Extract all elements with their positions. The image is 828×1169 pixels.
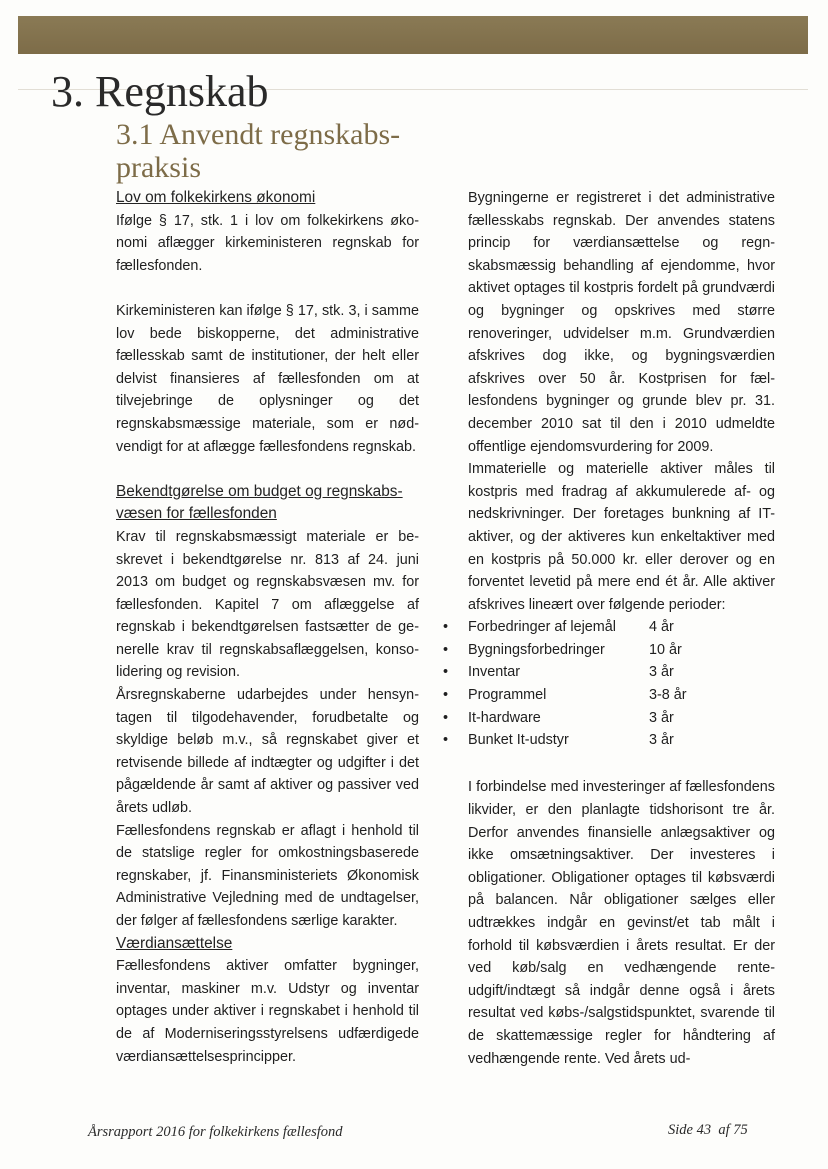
chapter-title: 3. Regnskab	[51, 67, 269, 116]
page-number: Side 43 af 75	[668, 1122, 748, 1138]
asset-name: Bygningsforbedringer	[468, 641, 605, 658]
spacer	[468, 752, 775, 775]
paragraph: I forbindelse med investeringer af fællesfondens likvider, er den planlagte tidshorisont tre år. Derfor anvendes finansielle anlægsaktiver og ikke omsætningsaktiver. Der investeres i obligationer. Obligationer optages til købsværdi på balancen. Når obligationer sælges eller udtrækkes indgår en gevinst/et tab målt i forhold til købsværdien i årets resultat. Er der ved køb/salg en vedhængende renteudgift/indtægt så indgår denne også i årets resultat ved købs-/salgstidspunktet, svarende til de skattemæssige regler for håndtering af vedhængende rente. Ved årets ud-	[468, 779, 775, 1067]
asset-period: 4 år	[649, 619, 674, 636]
asset-name: Programmel	[468, 687, 547, 704]
paragraph: Ifølge § 17, stk. 1 i lov om folkekirkens økonomi aflægger kirkeministeren regnskab for fællesfonden.	[116, 212, 419, 274]
depreciation-list	[443, 616, 775, 752]
list-item	[443, 684, 775, 707]
paragraph: Krav til regnskabsmæssigt materiale er beskrevet i bekendtgørelse nr. 813 af 24. juni 2013 om budget og regnskabsvæsen mv. for fællesfonden. Kapitel 7 om aflæggelse af regnskab i bekendtgørelsen fastsætter de generelle krav til regnskabsaflæggelsen, konsolidering og revision.	[116, 528, 419, 681]
asset-period: 10 år	[649, 641, 682, 658]
list-item	[443, 661, 775, 684]
bullet-icon: •	[443, 619, 449, 636]
list-item	[443, 707, 775, 730]
paragraph: Fællesfondens aktiver omfatter bygninger, inventar, maskiner m.v. Udstyr og inventar optages under aktiver i regnskabet i henhold til de af Moderniseringsstyrelsens udfærdigede værdiansættelsesprincipper.	[116, 958, 419, 1065]
asset-name: Forbedringer af lejemål	[468, 619, 616, 636]
spacer	[116, 277, 419, 300]
asset-period: 3 år	[649, 664, 674, 681]
list-item	[443, 639, 775, 662]
footer-report-title: Årsrapport 2016 for folkekirkens fællesfond	[88, 1124, 343, 1140]
paragraph: Immaterielle og materielle aktiver måles til kostpris med fradrag af akkumulerede af- og nedskrivninger. Der foretages bunkning af IT-aktiver, og der aktiveres kun enkeltaktiver med en kostpris på 50.000 kr. eller derover og en forventet levetid på mere end ét år. Alle aktiver afskrives lineært over følgende perioder:	[468, 461, 775, 613]
asset-period: 3 år	[649, 709, 674, 726]
asset-name: It-hardware	[468, 709, 541, 726]
section-title: 3.1 Anvendt regnskabs- praksis	[116, 118, 401, 184]
asset-name: Inventar	[468, 664, 520, 681]
bullet-icon: •	[443, 709, 449, 726]
paragraph: Fællesfondens regnskab er aflagt i henhold til de statslige regler for omkostningsbaserede regnskaber, jf. Finansministeriets Økonomisk Administrative Vejledning med de undtagelser, der følger af fællesfondens særlige karakter.	[116, 822, 419, 929]
asset-period: 3-8 år	[649, 687, 687, 704]
left-column	[116, 187, 419, 1068]
heading-vaerdiansaettelse: Værdiansættelse	[116, 934, 233, 952]
paragraph: Årsregnskaberne udarbejdes under hensyntagen til tilgodehavender, forudbetalte og skyldige beløb m.v., så regnskabet giver et retvisende billede af indtægter og udgifter i det pågældende år samt af aktiver og passiver ved årets udløb.	[116, 687, 419, 817]
list-item	[443, 616, 775, 639]
list-item	[443, 729, 775, 752]
asset-period: 3 år	[649, 732, 674, 749]
heading-bekendtgorelse: Bekendtgørelse om budget og regnskabsvæsen for fællesfonden	[116, 482, 403, 523]
header-band	[18, 16, 808, 54]
asset-name: Bunket It-udstyr	[468, 732, 569, 749]
paragraph: Kirkeministeren kan ifølge § 17, stk. 3, i samme lov bede biskopperne, det administrative fællesskab samt de institutioner, der helt eller delvist finansieres af fællesfonden om at tilvejebringe de oplysninger og det regnskabsmæssige materiale, som er nødvendigt for at aflægge fællesfondens regnskab.	[116, 302, 419, 455]
heading-lov-om-folkekirkens-okonomi: Lov om folkekirkens økonomi	[116, 189, 316, 206]
bullet-icon: •	[443, 664, 449, 681]
right-column	[443, 187, 775, 1070]
spacer	[116, 458, 419, 481]
bullet-icon: •	[443, 687, 449, 704]
paragraph: Bygningerne er registreret i det administrative fællesskabs regnskab. Der anvendes statens princip for værdiansættelse og regnskabsmæssig behandling af ejendomme, hvor aktivet optages til kostpris fordelt på grundværdi og bygninger og opskrives med større renoveringer, udvidelser m.m. Grundværdien afskrives dog ikke, og bygningsværdien afskrives over 50 år. Kostprisen for fællesfondens bygninger og grunde blev pr. 31. december 2010 sat til den i 2010 udmeldte offentlige ejendomsvurdering for 2009.	[468, 190, 775, 455]
bullet-icon: •	[443, 641, 449, 658]
bullet-icon: •	[443, 732, 449, 749]
